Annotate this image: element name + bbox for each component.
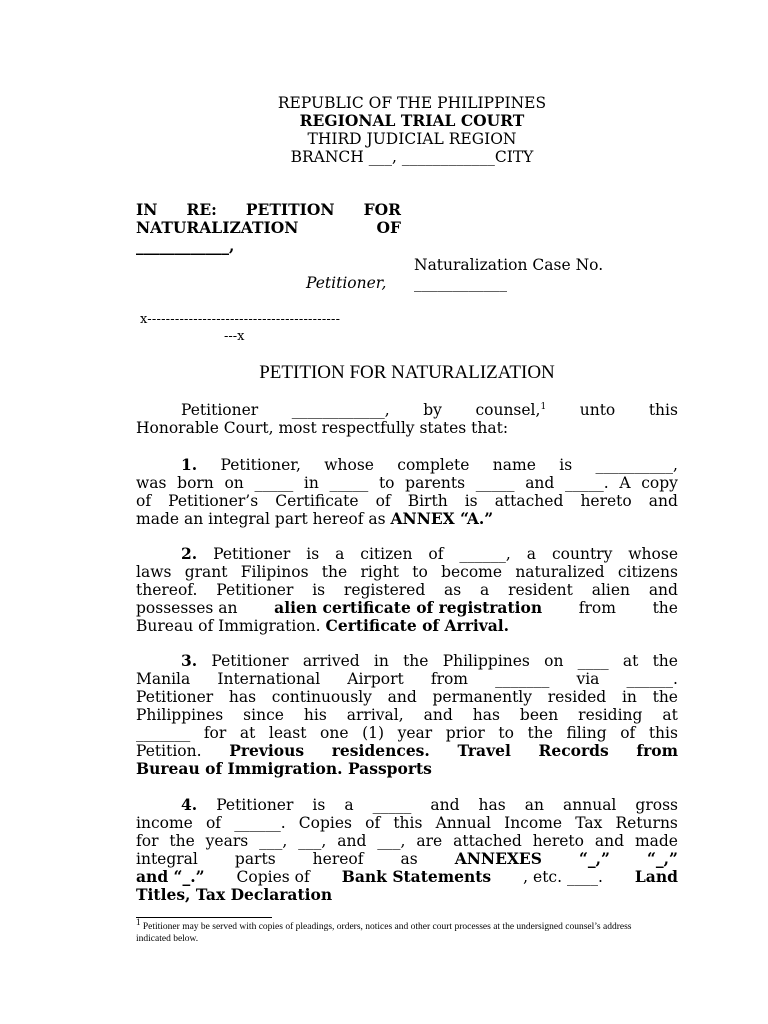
word: become [441, 563, 503, 581]
word: ___, [298, 832, 327, 850]
word: in [621, 688, 637, 706]
word: the [652, 688, 678, 706]
caption-word: RE: [186, 200, 217, 219]
word: Records [538, 741, 609, 760]
word: has [478, 796, 506, 814]
word: arrival, [346, 706, 404, 724]
word: the [527, 724, 553, 742]
word: Returns [615, 814, 678, 832]
word: in [373, 652, 389, 670]
word: to [412, 563, 428, 581]
word: since [243, 706, 284, 724]
word: ____ [577, 652, 609, 670]
word: this [648, 401, 678, 419]
caption-word: OF [376, 218, 401, 237]
word: the [169, 832, 195, 850]
line-text: Honorable Court, most respectfully states that: [136, 419, 509, 437]
word: parents [405, 474, 466, 492]
caption-word: PETITION [245, 200, 335, 219]
word: resided [547, 688, 607, 706]
line-text: made an integral part hereof as [136, 510, 391, 528]
word: was [136, 474, 167, 492]
word: of [136, 492, 152, 510]
word: prior [445, 724, 485, 742]
caption-divider: x------------------------------------------ [140, 312, 341, 327]
word: an [524, 796, 544, 814]
word: arrived [302, 652, 360, 670]
word: from [578, 599, 616, 617]
word: filing [566, 724, 607, 742]
word: on [544, 652, 564, 670]
case-number-blank: ____________ [414, 274, 507, 292]
caption-word: FOR [363, 200, 401, 219]
word: and [387, 688, 417, 706]
word: Petitioner [213, 545, 291, 563]
word: and [648, 492, 678, 510]
word: been [519, 706, 559, 724]
word: attached [453, 832, 522, 850]
word: grant [184, 563, 228, 581]
footnote-ref: 1 [540, 401, 547, 412]
word: income [136, 814, 193, 832]
caption-divider-end: ---x [224, 329, 245, 344]
word: and [423, 706, 453, 724]
word: hereto [580, 492, 632, 510]
word: _____ [372, 796, 412, 814]
word: thereof. [136, 581, 198, 599]
word: made [634, 832, 678, 850]
word: Petitioner [216, 581, 294, 599]
word: unto [579, 401, 616, 419]
word: least [268, 724, 307, 742]
word: Petitioner [136, 688, 214, 706]
caption-word: IN [136, 200, 158, 219]
word: Petitioner, [220, 456, 301, 474]
word: Philippines [136, 706, 224, 724]
caption-blank: ____________, [136, 236, 235, 255]
word: for [203, 724, 227, 742]
word: and [594, 832, 625, 850]
header-region: THIRD JUDICIAL REGION [307, 130, 517, 148]
word: “_,” [578, 849, 610, 868]
word: and [525, 474, 555, 492]
word: Philippines [442, 652, 530, 670]
paragraph-number: 2. [181, 544, 198, 563]
word [475, 401, 546, 419]
word: of [205, 814, 222, 832]
word: hereof [312, 850, 364, 868]
word: _____ [329, 474, 369, 492]
paragraph-number: 3. [181, 651, 198, 670]
paragraph-number: 4. [181, 795, 198, 814]
word: alien [591, 581, 631, 599]
word: International [217, 670, 321, 688]
word: Airport [347, 670, 404, 688]
paragraph-number: 1. [181, 455, 198, 474]
word: registered [343, 581, 426, 599]
caption-word: NATURALIZATION [136, 218, 299, 237]
word: citizen [360, 545, 413, 563]
word: as [400, 850, 418, 868]
paragraph-4 [136, 796, 678, 904]
word: of [428, 545, 444, 563]
word: Manila [136, 670, 191, 688]
word: gross [635, 796, 678, 814]
alien-certificate-text: alien certificate of registration [274, 598, 543, 617]
word: Petition. [136, 742, 202, 760]
word: ______, [459, 545, 511, 563]
word: Certificate [275, 492, 359, 510]
word: and [430, 796, 460, 814]
word: Petitioner [216, 796, 294, 814]
word: years [205, 832, 249, 850]
header-republic: REPUBLIC OF THE PHILIPPINES [277, 94, 547, 112]
word: “_,” [646, 849, 678, 868]
case-number-label: Naturalization Case No. [414, 256, 604, 274]
certificate-arrival-text: Certificate of Arrival. [325, 616, 510, 635]
word: is [464, 492, 478, 510]
word: is [312, 796, 326, 814]
word: Previous [229, 741, 305, 760]
footnote [136, 916, 656, 945]
word: a [526, 545, 537, 563]
word: from [636, 741, 678, 760]
line-text: , etc. ____. [523, 868, 603, 886]
word: the [321, 563, 348, 581]
word: his [303, 706, 327, 724]
word: Petitioner’s [168, 492, 259, 510]
word: annual [563, 796, 617, 814]
word: name [492, 456, 536, 474]
word: this [648, 724, 678, 742]
word: ___, [259, 832, 288, 850]
annex-reference: and “_.” [136, 867, 205, 886]
footnote-separator [136, 917, 272, 918]
word: a [335, 545, 345, 563]
word: year [397, 724, 433, 742]
word: permanently [432, 688, 533, 706]
word: as [444, 581, 462, 599]
case-caption [136, 201, 401, 255]
word: _______ [136, 724, 191, 742]
word: of [620, 724, 636, 742]
word: this [393, 814, 423, 832]
word: Land [634, 867, 678, 886]
word: attached [494, 492, 564, 510]
paragraph-2 [136, 545, 678, 635]
word: Filipinos [240, 563, 309, 581]
word: from [430, 670, 469, 688]
line-text: Copies of [236, 868, 310, 886]
line-text: Bureau of Immigration. Passports [136, 759, 432, 778]
word: and [337, 832, 367, 850]
header-court: REGIONAL TRIAL COURT [299, 111, 525, 130]
word: has [228, 688, 257, 706]
word: ______. [626, 670, 678, 688]
word: ___, [377, 832, 406, 850]
word: in [303, 474, 319, 492]
word: the [652, 652, 678, 670]
word: is [312, 581, 326, 599]
word: integral [136, 850, 198, 868]
word: at [239, 724, 256, 742]
footnote-text: Petitioner may be served with copies of pleadings, orders, notices and other court processes at the undersigned counsel’s address indicated below. [136, 922, 632, 944]
word: Birth [407, 492, 448, 510]
word: continuously [271, 688, 372, 706]
word: one [320, 724, 349, 742]
line-text: Titles, Tax Declaration [136, 885, 333, 904]
word: right [360, 563, 399, 581]
word: at [662, 706, 678, 724]
word: Annual [435, 814, 491, 832]
word: ____________, [291, 401, 390, 419]
word: a [344, 796, 354, 814]
word: on [224, 474, 244, 492]
word: is [306, 545, 320, 563]
word-text: counsel, [475, 401, 541, 419]
word: of [375, 492, 391, 510]
word: Petitioner [181, 401, 259, 419]
word: A [619, 474, 631, 492]
word: _______ [495, 670, 550, 688]
intro-paragraph [136, 401, 678, 437]
word: naturalized [515, 563, 605, 581]
word: and [648, 581, 678, 599]
word: Travel [457, 741, 511, 760]
line-text: Bureau of Immigration. [136, 617, 326, 635]
paragraph-1 [136, 456, 678, 528]
word: _____ [254, 474, 294, 492]
word: born [177, 474, 214, 492]
word: residing [578, 706, 643, 724]
word: Copies [298, 814, 352, 832]
word: at [622, 652, 639, 670]
word: the [652, 599, 678, 617]
header-branch: BRANCH ___, ____________CITY [290, 148, 534, 166]
annex-reference: ANNEX “A.” [390, 509, 494, 528]
word: has [472, 706, 500, 724]
word: for [136, 832, 159, 850]
document-title: PETITION FOR NATURALIZATION [259, 362, 555, 383]
word: complete [397, 456, 470, 474]
word: by [423, 401, 442, 419]
word: via [576, 670, 600, 688]
word: Income [504, 814, 563, 832]
word: (1) [362, 724, 385, 742]
word: copy [641, 474, 678, 492]
word: a [480, 581, 490, 599]
word: to [378, 474, 395, 492]
word: citizens [617, 563, 678, 581]
word: the [403, 652, 429, 670]
word: are [416, 832, 443, 850]
word: laws [136, 563, 172, 581]
petitioner-label: Petitioner, [306, 274, 387, 292]
word: residences. [331, 741, 430, 760]
paragraph-3 [136, 652, 678, 778]
word: of [365, 814, 381, 832]
bank-statements-text: Bank Statements [341, 867, 492, 886]
word: Tax [575, 814, 603, 832]
word: resident [508, 581, 573, 599]
word: _____. [565, 474, 609, 492]
word: __________, [595, 456, 678, 474]
line-text: possesses an [136, 599, 238, 617]
word: _____ [475, 474, 515, 492]
word: ANNEXES [454, 849, 542, 868]
word: ______. [234, 814, 286, 832]
word: hereto [532, 832, 584, 850]
word: whose [324, 456, 374, 474]
word: to [498, 724, 514, 742]
word: Petitioner [211, 652, 289, 670]
word: country [551, 545, 613, 563]
word: is [559, 456, 573, 474]
word: parts [234, 850, 276, 868]
footnote-marker: 1 [136, 916, 141, 927]
word: whose [628, 545, 678, 563]
